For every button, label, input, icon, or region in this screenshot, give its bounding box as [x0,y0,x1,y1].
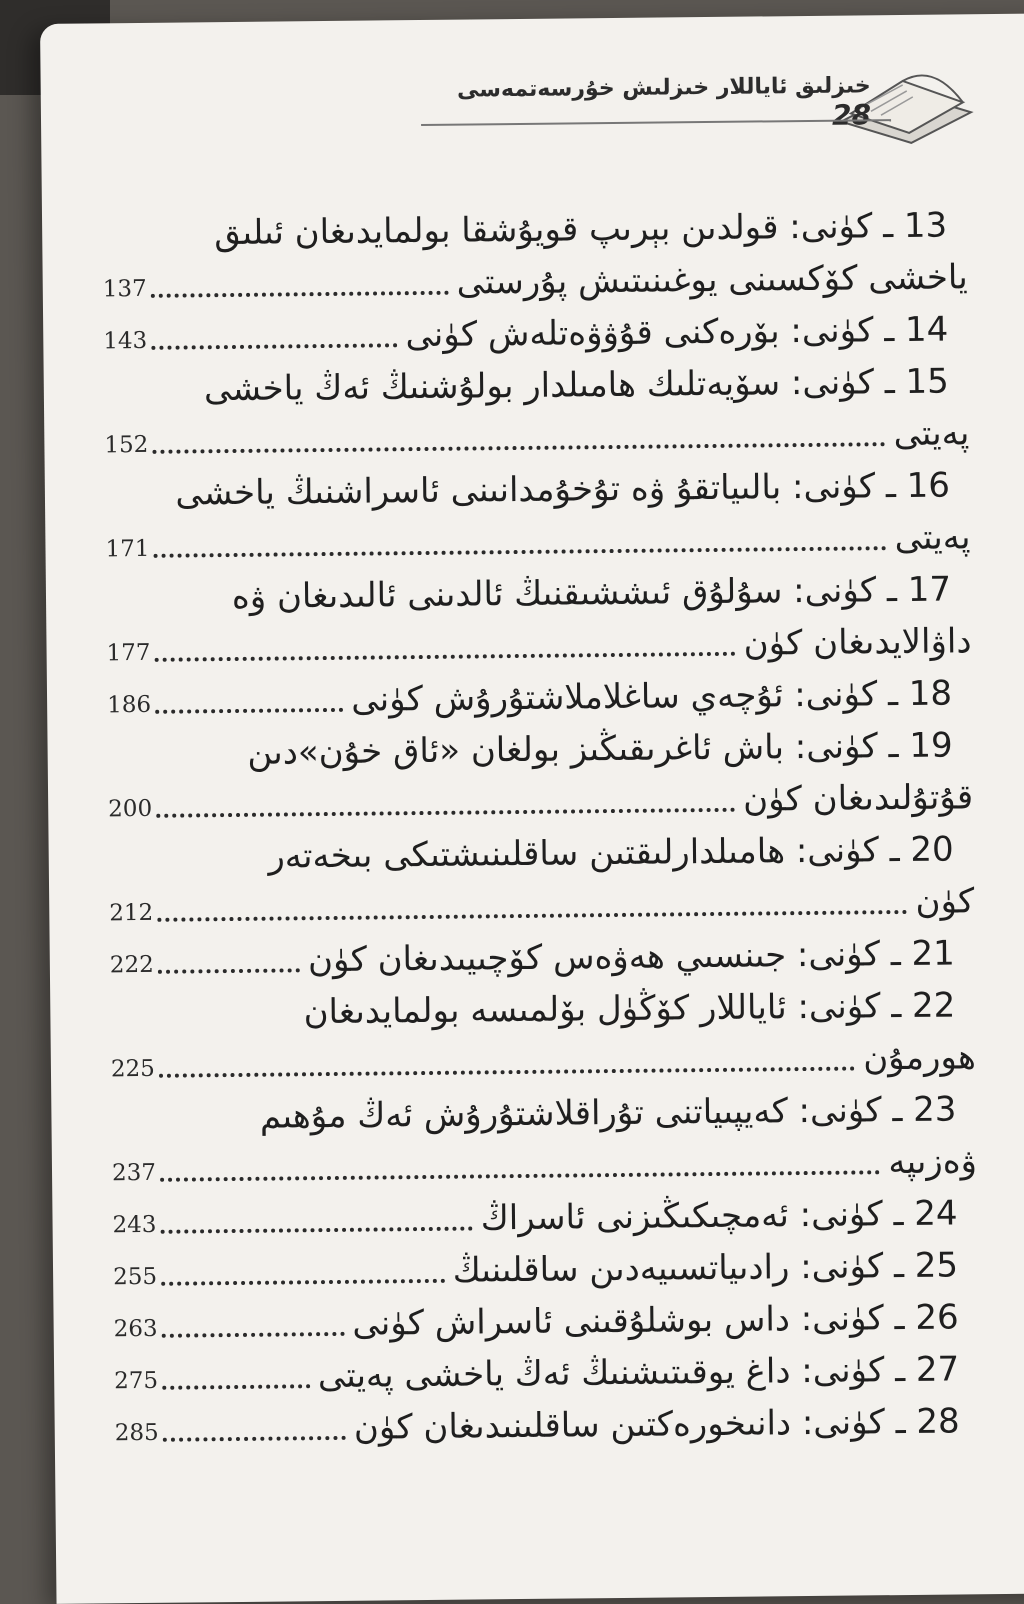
toc-leader-dots [159,1057,855,1078]
toc-leader-dots [152,333,398,350]
toc-entry [113,1291,978,1352]
header-title: خىزلىق ئاياللار خىزلىش خۇرسەتمەسى [456,73,871,103]
toc-entry-text: ھورمۇن [862,1037,977,1079]
toc-leader-dots [161,1269,444,1286]
toc-leader-dots [162,1374,309,1390]
toc-entry [105,511,970,572]
toc-page-number: 137 [102,275,147,303]
toc-entry-text: 27 ـ كۈنى: داغ يوقىتىشنىڭ ئەڭ ياخشى پەيتى [317,1349,960,1397]
toc-entry [112,1187,977,1248]
toc-entry [108,771,973,832]
toc-entry [106,563,971,624]
toc-entry-text: 24 ـ كۈنى: ئەمچىكىڭىزنى ئاسراڭ [480,1193,958,1239]
toc-leader-dots [157,798,736,818]
toc-entry-text: 16 ـ كۈنى: بالىياتقۇ ۋە تۇخۇمدانىنى ئاسراشنىڭ ياخشى [175,465,951,514]
toc-entry-text: 18 ـ كۈنى: ئۇچەي ساغلاملاشتۇرۇش كۈنى [351,673,953,720]
toc-leader-dots [155,698,343,714]
toc-entry [110,927,975,988]
toc-entry-text: كۈن [915,881,975,922]
toc-entry-text: 13 ـ كۈنى: قولدىن بېرىپ قويۇشقا بولمايدىغان ئىلىق [214,205,948,254]
toc-page-number: 237 [111,1159,157,1187]
toc-entry-text: 20 ـ كۈنى: ھامىلدارلىقتىن ساقلىنىشتىكى بىخەتەر [268,829,954,877]
toc-leader-dots [158,900,908,922]
running-header [421,73,872,132]
toc-entry [103,303,968,364]
toc-entry [102,199,967,260]
toc-entry [114,1395,979,1456]
toc-page-number: 275 [114,1367,159,1395]
toc-entry-text: 28 ـ كۈنى: دانىخورەكتىن ساقلىنىدىغان كۈن [353,1401,960,1448]
toc-entry-text: 22 ـ كۈنى: ئاياللار كۆڭۈل بۆلمىسە بولمايدىغان [303,985,956,1033]
toc-page-number: 225 [110,1055,155,1083]
toc-entry-text: 26 ـ كۈنى: داس بوشلۇقىنى ئاسراش كۈنى [352,1297,959,1344]
toc-leader-dots [151,281,449,298]
toc-entry [105,459,970,520]
toc-entry [113,1239,978,1300]
toc-leader-dots [162,1322,345,1338]
toc-page-number: 143 [103,327,148,355]
toc-leader-dots [163,1426,346,1442]
toc-entry-text: ۋەزىپە [888,1141,978,1183]
toc-leader-dots [160,1160,880,1182]
toc-page-number: 263 [113,1315,158,1343]
toc-entry [108,823,973,884]
toc-entry-text: پەيتى [894,517,971,559]
toc-page-number: 200 [108,795,153,823]
toc-page-number: 171 [105,535,150,563]
toc-entry [104,407,969,468]
header-divider [421,119,891,126]
toc-leader-dots [153,432,886,454]
toc-page-number: 285 [114,1419,159,1447]
toc-entry [107,667,972,728]
toc-entry [111,1083,976,1144]
book-page [40,13,1024,1604]
toc-entry-text: 14 ـ كۈنى: بۆرەكنى قۇۋۋەتلەش كۈنى [405,309,949,356]
toc-page-number: 177 [106,639,151,667]
toc-entry [109,875,974,936]
toc-page-number: 212 [109,899,154,927]
toc-entry-text: پەيتى [893,413,970,455]
toc-leader-dots [158,958,300,973]
toc-page-number: 255 [112,1263,158,1291]
toc-entry-text: 19 ـ كۈنى: باش ئاغرىقىڭىز بولغان «ئاق خۇن»دىن [247,725,953,773]
toc-page-number: 243 [112,1211,157,1239]
toc-entry [110,979,975,1040]
toc-entry-text: 17 ـ كۈنى: سۇلۇق ئىششىقنىڭ ئالدىنى ئالىدىغان ۋە [231,569,952,618]
toc-entry [111,1031,976,1092]
toc-entry [114,1343,979,1404]
toc-entry-text: داۋالايدىغان كۈن [743,621,972,664]
toc-leader-dots [161,1217,473,1234]
toc-leader-dots [154,536,887,558]
toc-page-number: 186 [107,691,152,719]
toc-page-number: 222 [109,951,154,979]
table-of-contents [102,199,980,1456]
toc-entry [104,355,969,416]
toc-entry-text: 25 ـ كۈنى: رادىياتسىيەدىن ساقلىنىڭ [452,1245,959,1291]
toc-leader-dots [155,642,736,662]
toc-entry [107,719,972,780]
toc-entry [106,615,971,676]
header-page-number: 28 [831,98,872,132]
toc-entry [102,251,967,312]
toc-entry-text: 21 ـ كۈنى: جىنسىي ھەۋەس كۆچىيىدىغان كۈن [307,933,955,981]
toc-page-number: 152 [104,431,149,459]
toc-entry-text: 23 ـ كۈنى: كەيپىياتنى تۇراقلاشتۇرۇش ئەڭ مۇھىم [259,1089,957,1137]
toc-entry-text: ياخشى كۆكسىنى يوغىنىتىش پۇرستى [456,257,968,303]
toc-entry [112,1135,977,1196]
toc-entry-text: 15 ـ كۈنى: سۆيەتلىك ھامىلدار بولۇشنىڭ ئەڭ ياخشى [203,361,950,410]
toc-entry-text: قۇتۇلىدىغان كۈن [742,777,974,820]
